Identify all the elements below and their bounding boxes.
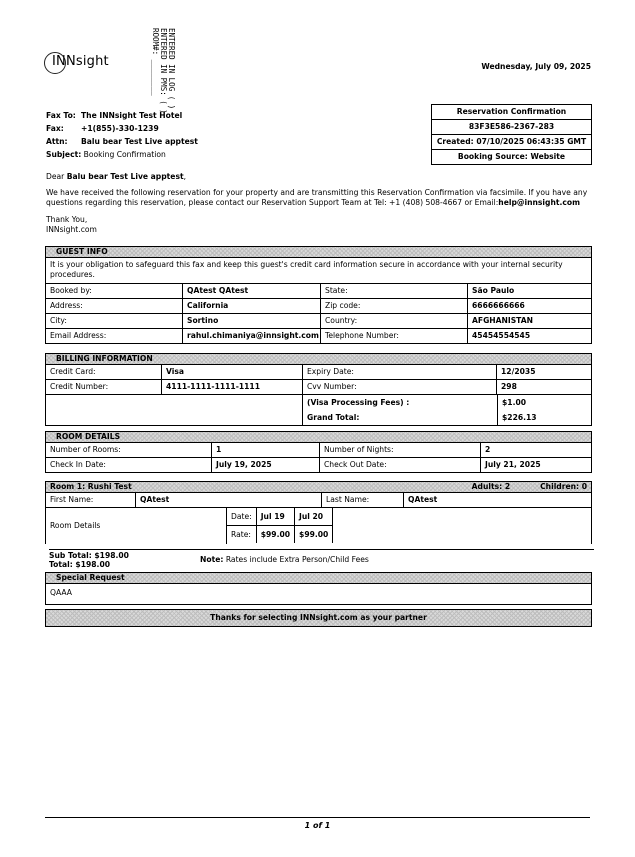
date-label: Date: — [227, 508, 256, 526]
billing-row-2 — [46, 379, 591, 394]
stamp-line-3: ROOM#: ________ — [151, 28, 160, 96]
room-1-name-row — [46, 493, 591, 507]
guest-info-section — [45, 246, 592, 344]
rate-dates-row — [227, 508, 333, 526]
fax-to-line — [46, 111, 182, 120]
checkout-label: Check Out Date: — [319, 458, 480, 472]
guest-row-4 — [46, 328, 591, 343]
phone-value: 45454554545 — [467, 329, 591, 343]
booked-by-label: Booked by: — [50, 286, 92, 295]
support-email-link[interactable]: help@innsight.com — [498, 198, 581, 207]
first-name-value: QAtest — [135, 493, 321, 507]
attn-value: Balu bear Test Live apptest — [81, 137, 198, 146]
room-note-text: Rates include Extra Person/Child Fees — [225, 555, 369, 564]
guest-info-title: GUEST INFO — [46, 247, 591, 258]
logo-text: INNsight — [52, 54, 109, 69]
rate-values-row — [227, 526, 333, 544]
room-details-row-2 — [46, 457, 591, 472]
processing-fees-value: $1.00 — [502, 398, 527, 407]
stamp-line-2: ENTERED IN PMS: ( ) — [159, 28, 168, 114]
room-note-label: Note: — [200, 555, 224, 564]
room-details-title: ROOM DETAILS — [46, 432, 591, 443]
footer-divider — [45, 817, 590, 818]
billing-row-3 — [46, 394, 591, 425]
billing-fee-values — [497, 395, 591, 425]
room-1-section — [45, 481, 592, 544]
room-rates-table — [227, 508, 333, 543]
credit-card-label: Credit Card: — [50, 367, 96, 376]
country-label: Country: — [320, 314, 467, 328]
subject-line — [46, 150, 166, 159]
entry-stamp — [143, 28, 176, 114]
processing-fees-label: (Visa Processing Fees) : — [307, 398, 410, 407]
special-request-text: QAAA — [50, 588, 72, 597]
room-rates-grid — [226, 508, 333, 544]
checkout-value: July 21, 2025 — [480, 458, 591, 472]
guest-row-2 — [46, 298, 591, 313]
thanks-text: Thank You, — [46, 215, 88, 224]
last-name-label: Last Name: — [321, 493, 403, 507]
rooms-label: Number of Rooms: — [50, 445, 121, 454]
greeting: Dear Balu bear Test Live apptest, — [46, 172, 187, 181]
fax-label: Fax: — [46, 124, 64, 133]
grand-total-value: $226.13 — [502, 413, 537, 422]
nights-label: Number of Nights: — [319, 443, 480, 457]
address-value: California — [182, 299, 320, 313]
state-value: São Paulo — [467, 284, 591, 298]
address-label: Address: — [50, 301, 83, 310]
booking-source — [432, 149, 591, 164]
checkin-label: Check In Date: — [50, 460, 106, 469]
expiry-value: 12/2035 — [496, 365, 591, 379]
cvv-label: Cvv Number: — [302, 380, 496, 394]
credit-card-value: Visa — [161, 365, 302, 379]
confirmation-box — [431, 104, 592, 165]
credit-number-label: Credit Number: — [50, 382, 109, 391]
nights-value: 2 — [480, 443, 591, 457]
fax-to-label: Fax To: — [46, 111, 76, 120]
cvv-value: 298 — [496, 380, 591, 394]
billing-fee-labels — [302, 395, 497, 425]
room-note — [200, 555, 369, 564]
billing-empty-cell — [46, 395, 302, 425]
state-label: State: — [320, 284, 467, 298]
booking-source-label: Booking Source: — [457, 152, 528, 161]
attn-line — [46, 137, 198, 146]
fax-value: +1(855)-330-1239 — [81, 124, 159, 133]
intro-paragraph — [46, 188, 591, 208]
rate-label: Rate: — [227, 526, 256, 544]
subject-value: Booking Confirmation — [83, 150, 166, 159]
room-1-title: Room 1: Rushi Test — [50, 482, 132, 491]
city-value: Sortino — [182, 314, 320, 328]
last-name-value: QAtest — [403, 493, 591, 507]
email-label: Email Address: — [50, 331, 107, 340]
grand-total-label: Grand Total: — [307, 413, 360, 422]
confirmation-number: 83F3E586-2367-283 — [432, 119, 591, 134]
fax-to-value: The INNsight Test Hotel — [81, 111, 183, 120]
room-details-row-1 — [46, 443, 591, 457]
first-name-label: First Name: — [50, 495, 94, 504]
expiry-label: Expiry Date: — [302, 365, 496, 379]
special-request-title: Special Request — [46, 573, 591, 584]
room-1-children: Children: 0 — [540, 482, 587, 491]
greeting-prefix: Dear — [46, 172, 65, 181]
thanks-bar-text: Thanks for selecting INNsight.com as your partner — [46, 610, 591, 626]
room-details-label: Room Details — [50, 521, 101, 530]
guest-info-notice: It is your obligation to safeguard this fax and keep this guest's credit card information secure in accordance with your internal security procedures. — [50, 260, 563, 279]
city-label: City: — [50, 316, 67, 325]
greeting-name: Balu bear Test Live apptest — [66, 172, 184, 181]
rate-1: $99.00 — [256, 526, 294, 544]
signature-text: INNsight.com — [46, 225, 97, 234]
date-2: Jul 20 — [295, 508, 333, 526]
zip-label: Zip code: — [320, 299, 467, 313]
room-1-adults: Adults: 2 — [471, 482, 511, 491]
guest-row-3 — [46, 313, 591, 328]
rate-2: $99.00 — [295, 526, 333, 544]
room-total: Total: $198.00 — [49, 560, 111, 569]
billing-section — [45, 353, 592, 426]
booked-by-value: QAtest QAtest — [182, 284, 320, 298]
billing-title: BILLING INFORMATION — [46, 354, 591, 365]
guest-row-1 — [46, 283, 591, 298]
email-value: rahul.chimaniya@innsight.com — [182, 329, 320, 343]
booking-source-value: Website — [530, 152, 566, 161]
zip-value: 6666666666 — [467, 299, 591, 313]
room-1-title-bar — [46, 482, 591, 493]
thanks-bar-section — [45, 609, 592, 627]
special-request-section — [45, 572, 592, 605]
fax-line — [46, 124, 159, 133]
confirmation-title: Reservation Confirmation — [456, 107, 567, 116]
attn-label: Attn: — [46, 137, 68, 146]
subject-label: Subject: — [46, 150, 82, 159]
room-subtotal: Sub Total: $198.00 — [49, 551, 129, 560]
room-details-section — [45, 431, 592, 473]
date-1: Jul 19 — [256, 508, 294, 526]
phone-label: Telephone Number: — [320, 329, 467, 343]
innsight-logo — [44, 52, 114, 76]
rooms-value: 1 — [211, 443, 319, 457]
checkin-value: July 19, 2025 — [211, 458, 319, 472]
intro-text: We have received the following reservation for your property and are transmitting this Reservation Confirmation via facsimile. If you have any questions regarding this reservation, please contact our Reservation Support Team at Tel: +1 (408) 508-4667 or Email: — [46, 188, 588, 207]
page-number: 1 of 1 — [304, 821, 331, 830]
stamp-line-1: ENTERED IN LOG ( ) — [167, 28, 176, 110]
billing-row-1 — [46, 365, 591, 379]
confirmation-created: Created: 07/10/2025 06:43:35 GMT — [432, 134, 591, 149]
credit-number-value: 4111-1111-1111-1111 — [161, 380, 302, 394]
room-1-rates-row — [46, 507, 591, 544]
country-value: AFGHANISTAN — [467, 314, 591, 328]
header-date: Wednesday, July 09, 2025 — [481, 62, 591, 71]
